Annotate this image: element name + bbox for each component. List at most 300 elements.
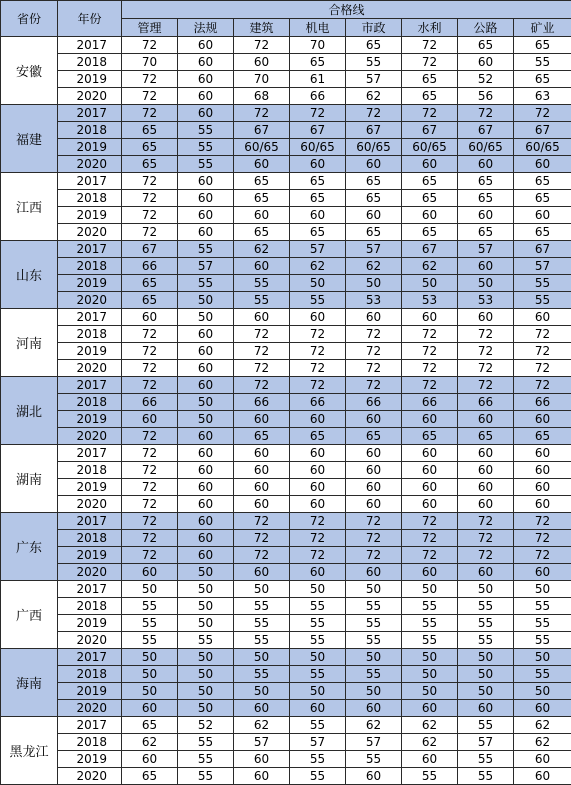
score-cell: 72 xyxy=(514,377,571,394)
score-cell: 60 xyxy=(178,190,234,207)
score-cell: 55 xyxy=(346,615,402,632)
score-cell: 55 xyxy=(514,632,571,649)
score-cell: 55 xyxy=(514,275,571,292)
score-cell: 72 xyxy=(122,360,178,377)
score-cell: 72 xyxy=(458,343,514,360)
score-cell: 55 xyxy=(234,632,290,649)
year-cell: 2020 xyxy=(58,88,122,105)
score-cell: 60/65 xyxy=(402,139,458,156)
score-cell: 65 xyxy=(402,428,458,445)
score-cell: 60 xyxy=(514,496,571,513)
score-cell: 72 xyxy=(122,190,178,207)
score-cell: 60 xyxy=(178,88,234,105)
score-cell: 55 xyxy=(346,632,402,649)
score-cell: 60 xyxy=(514,768,571,785)
subject-header: 管理 xyxy=(122,19,178,37)
score-cell: 55 xyxy=(402,632,458,649)
table-row xyxy=(1,54,571,71)
table-row xyxy=(1,71,571,88)
score-cell: 55 xyxy=(514,598,571,615)
score-cell: 60 xyxy=(346,768,402,785)
score-cell: 57 xyxy=(346,734,402,751)
table-row xyxy=(1,360,571,377)
score-cell: 55 xyxy=(122,632,178,649)
table-row xyxy=(1,649,571,666)
score-cell: 60 xyxy=(346,564,402,581)
score-cell: 55 xyxy=(514,615,571,632)
score-cell: 55 xyxy=(290,666,346,683)
score-cell: 66 xyxy=(402,394,458,411)
score-cell: 57 xyxy=(290,241,346,258)
score-cell: 60 xyxy=(458,700,514,717)
year-cell: 2020 xyxy=(58,360,122,377)
score-cell: 50 xyxy=(514,649,571,666)
score-cell: 50 xyxy=(122,666,178,683)
score-cell: 55 xyxy=(290,768,346,785)
score-cell: 60 xyxy=(458,156,514,173)
score-cell: 55 xyxy=(234,598,290,615)
pass-line-group-header: 合格线 xyxy=(122,1,571,19)
score-cell: 60 xyxy=(514,411,571,428)
table-row xyxy=(1,581,571,598)
score-cell: 62 xyxy=(514,717,571,734)
score-cell: 60 xyxy=(402,156,458,173)
year-cell: 2020 xyxy=(58,768,122,785)
score-cell: 60 xyxy=(178,37,234,54)
score-cell: 65 xyxy=(290,54,346,71)
year-cell: 2019 xyxy=(58,275,122,292)
score-cell: 67 xyxy=(402,241,458,258)
score-cell: 65 xyxy=(290,428,346,445)
score-cell: 72 xyxy=(122,445,178,462)
table-row xyxy=(1,343,571,360)
table-row xyxy=(1,530,571,547)
score-cell: 60 xyxy=(458,309,514,326)
score-cell: 55 xyxy=(178,122,234,139)
table-header xyxy=(1,1,571,37)
score-cell: 55 xyxy=(514,666,571,683)
score-cell: 60 xyxy=(458,496,514,513)
table-row xyxy=(1,717,571,734)
score-cell: 60 xyxy=(290,496,346,513)
score-cell: 55 xyxy=(458,751,514,768)
score-cell: 72 xyxy=(402,377,458,394)
score-cell: 57 xyxy=(290,734,346,751)
score-cell: 60 xyxy=(178,428,234,445)
score-cell: 72 xyxy=(514,326,571,343)
score-cell: 65 xyxy=(514,173,571,190)
score-cell: 55 xyxy=(178,156,234,173)
score-cell: 68 xyxy=(234,88,290,105)
year-cell: 2020 xyxy=(58,564,122,581)
score-cell: 72 xyxy=(122,207,178,224)
score-cell: 60 xyxy=(234,207,290,224)
score-cell: 60 xyxy=(514,751,571,768)
table-row xyxy=(1,411,571,428)
score-cell: 60 xyxy=(234,564,290,581)
year-cell: 2017 xyxy=(58,173,122,190)
score-cell: 72 xyxy=(234,343,290,360)
score-cell: 72 xyxy=(290,513,346,530)
score-cell: 72 xyxy=(346,377,402,394)
score-cell: 72 xyxy=(458,360,514,377)
score-cell: 62 xyxy=(346,717,402,734)
score-cell: 57 xyxy=(346,71,402,88)
score-cell: 72 xyxy=(122,496,178,513)
score-cell: 53 xyxy=(402,292,458,309)
score-cell: 60 xyxy=(122,309,178,326)
score-cell: 72 xyxy=(514,513,571,530)
score-cell: 50 xyxy=(178,292,234,309)
score-cell: 65 xyxy=(402,71,458,88)
province-cell: 河南 xyxy=(1,309,58,377)
score-cell: 60 xyxy=(402,700,458,717)
score-cell: 55 xyxy=(514,54,571,71)
score-cell: 67 xyxy=(346,122,402,139)
score-cell: 72 xyxy=(346,530,402,547)
score-cell: 60 xyxy=(346,207,402,224)
score-cell: 50 xyxy=(178,649,234,666)
score-cell: 50 xyxy=(290,683,346,700)
score-cell: 72 xyxy=(402,547,458,564)
province-cell: 安徽 xyxy=(1,37,58,105)
score-cell: 60 xyxy=(402,462,458,479)
table-row xyxy=(1,105,571,122)
score-cell: 60 xyxy=(234,700,290,717)
year-cell: 2019 xyxy=(58,683,122,700)
table-body xyxy=(1,37,571,785)
score-cell: 60 xyxy=(346,462,402,479)
score-cell: 55 xyxy=(402,615,458,632)
table-row xyxy=(1,377,571,394)
score-cell: 55 xyxy=(290,292,346,309)
province-cell: 海南 xyxy=(1,649,58,717)
score-cell: 63 xyxy=(514,88,571,105)
score-cell: 55 xyxy=(178,241,234,258)
score-cell: 60 xyxy=(346,700,402,717)
score-cell: 50 xyxy=(346,581,402,598)
score-cell: 55 xyxy=(178,768,234,785)
table-row xyxy=(1,190,571,207)
score-cell: 72 xyxy=(122,326,178,343)
score-cell: 50 xyxy=(514,683,571,700)
year-cell: 2017 xyxy=(58,241,122,258)
score-cell: 55 xyxy=(122,615,178,632)
score-cell: 55 xyxy=(122,598,178,615)
score-cell: 55 xyxy=(290,717,346,734)
table-row xyxy=(1,496,571,513)
score-cell: 60 xyxy=(346,411,402,428)
score-cell: 61 xyxy=(290,71,346,88)
year-cell: 2019 xyxy=(58,207,122,224)
province-cell: 湖南 xyxy=(1,445,58,513)
score-cell: 55 xyxy=(346,598,402,615)
score-cell: 65 xyxy=(514,37,571,54)
score-cell: 65 xyxy=(290,190,346,207)
score-cell: 65 xyxy=(402,88,458,105)
score-cell: 72 xyxy=(402,105,458,122)
score-cell: 65 xyxy=(234,224,290,241)
score-cell: 50 xyxy=(458,649,514,666)
score-cell: 72 xyxy=(122,513,178,530)
province-cell: 福建 xyxy=(1,105,58,173)
score-cell: 72 xyxy=(346,513,402,530)
score-cell: 60 xyxy=(402,496,458,513)
score-cell: 72 xyxy=(122,173,178,190)
score-cell: 60 xyxy=(234,309,290,326)
year-cell: 2018 xyxy=(58,190,122,207)
score-cell: 60 xyxy=(178,377,234,394)
score-cell: 60 xyxy=(234,54,290,71)
score-cell: 62 xyxy=(402,258,458,275)
score-cell: 60 xyxy=(178,326,234,343)
score-cell: 70 xyxy=(234,71,290,88)
score-cell: 55 xyxy=(234,615,290,632)
score-cell: 60 xyxy=(458,411,514,428)
score-cell: 55 xyxy=(178,275,234,292)
score-cell: 55 xyxy=(290,598,346,615)
score-cell: 57 xyxy=(178,258,234,275)
score-cell: 56 xyxy=(458,88,514,105)
year-cell: 2020 xyxy=(58,632,122,649)
year-cell: 2018 xyxy=(58,666,122,683)
score-cell: 72 xyxy=(458,513,514,530)
score-cell: 50 xyxy=(178,564,234,581)
year-cell: 2019 xyxy=(58,71,122,88)
year-cell: 2018 xyxy=(58,54,122,71)
score-cell: 66 xyxy=(290,88,346,105)
score-cell: 72 xyxy=(458,547,514,564)
score-cell: 65 xyxy=(402,173,458,190)
score-cell: 65 xyxy=(458,224,514,241)
score-cell: 72 xyxy=(122,105,178,122)
score-cell: 60/65 xyxy=(346,139,402,156)
score-cell: 50 xyxy=(122,581,178,598)
year-cell: 2017 xyxy=(58,445,122,462)
score-cell: 60 xyxy=(458,54,514,71)
year-cell: 2019 xyxy=(58,139,122,156)
year-cell: 2018 xyxy=(58,734,122,751)
table-row xyxy=(1,275,571,292)
score-cell: 65 xyxy=(346,224,402,241)
table-row xyxy=(1,513,571,530)
score-cell: 60 xyxy=(234,258,290,275)
score-cell: 66 xyxy=(458,394,514,411)
score-cell: 60 xyxy=(402,207,458,224)
score-cell: 60 xyxy=(178,479,234,496)
score-cell: 60 xyxy=(458,207,514,224)
score-cell: 50 xyxy=(346,649,402,666)
score-cell: 72 xyxy=(234,377,290,394)
table-row xyxy=(1,768,571,785)
score-cell: 50 xyxy=(402,275,458,292)
province-cell: 广西 xyxy=(1,581,58,649)
score-cell: 70 xyxy=(122,54,178,71)
score-cell: 55 xyxy=(178,734,234,751)
score-cell: 72 xyxy=(346,326,402,343)
score-cell: 55 xyxy=(290,632,346,649)
score-cell: 72 xyxy=(458,530,514,547)
score-cell: 60 xyxy=(178,445,234,462)
score-cell: 72 xyxy=(234,360,290,377)
score-cell: 67 xyxy=(458,122,514,139)
score-cell: 55 xyxy=(402,598,458,615)
score-cell: 65 xyxy=(514,428,571,445)
score-cell: 72 xyxy=(122,224,178,241)
year-cell: 2017 xyxy=(58,377,122,394)
subject-header: 机电 xyxy=(290,19,346,37)
score-cell: 55 xyxy=(458,717,514,734)
score-cell: 60/65 xyxy=(458,139,514,156)
score-cell: 60 xyxy=(234,496,290,513)
score-cell: 50 xyxy=(122,649,178,666)
score-cell: 50 xyxy=(178,309,234,326)
score-cell: 72 xyxy=(458,105,514,122)
score-cell: 62 xyxy=(234,717,290,734)
score-cell: 66 xyxy=(122,258,178,275)
score-cell: 72 xyxy=(402,513,458,530)
score-cell: 60 xyxy=(234,445,290,462)
score-cell: 50 xyxy=(346,275,402,292)
score-cell: 72 xyxy=(290,530,346,547)
score-cell: 65 xyxy=(234,428,290,445)
score-cell: 57 xyxy=(458,734,514,751)
score-cell: 60 xyxy=(122,564,178,581)
score-cell: 72 xyxy=(514,343,571,360)
year-cell: 2019 xyxy=(58,479,122,496)
score-cell: 65 xyxy=(346,190,402,207)
score-cell: 50 xyxy=(402,683,458,700)
score-cell: 60 xyxy=(178,71,234,88)
table-row xyxy=(1,292,571,309)
year-cell: 2018 xyxy=(58,258,122,275)
score-cell: 66 xyxy=(514,394,571,411)
score-cell: 55 xyxy=(514,292,571,309)
score-cell: 72 xyxy=(402,54,458,71)
score-cell: 60 xyxy=(290,309,346,326)
score-cell: 60 xyxy=(290,207,346,224)
score-cell: 60 xyxy=(178,54,234,71)
score-cell: 72 xyxy=(290,547,346,564)
score-cell: 72 xyxy=(346,360,402,377)
table-row xyxy=(1,394,571,411)
score-cell: 50 xyxy=(178,700,234,717)
score-cell: 50 xyxy=(178,394,234,411)
score-cell: 55 xyxy=(346,751,402,768)
score-cell: 60 xyxy=(346,309,402,326)
score-cell: 50 xyxy=(402,649,458,666)
year-cell: 2018 xyxy=(58,598,122,615)
score-cell: 60 xyxy=(178,343,234,360)
score-cell: 50 xyxy=(234,683,290,700)
score-cell: 50 xyxy=(178,411,234,428)
score-cell: 67 xyxy=(234,122,290,139)
score-cell: 60 xyxy=(290,411,346,428)
table-row xyxy=(1,139,571,156)
score-cell: 60/65 xyxy=(290,139,346,156)
year-cell: 2020 xyxy=(58,292,122,309)
score-cell: 62 xyxy=(402,734,458,751)
score-cell: 60 xyxy=(290,445,346,462)
score-cell: 60 xyxy=(234,462,290,479)
score-cell: 65 xyxy=(290,224,346,241)
year-cell: 2020 xyxy=(58,428,122,445)
score-cell: 65 xyxy=(122,275,178,292)
score-cell: 65 xyxy=(122,156,178,173)
score-cell: 72 xyxy=(122,462,178,479)
subject-header: 市政 xyxy=(346,19,402,37)
score-cell: 50 xyxy=(458,581,514,598)
score-cell: 60 xyxy=(514,156,571,173)
score-cell: 72 xyxy=(458,377,514,394)
year-cell: 2018 xyxy=(58,394,122,411)
score-cell: 55 xyxy=(178,139,234,156)
score-cell: 60 xyxy=(290,462,346,479)
score-cell: 60 xyxy=(514,479,571,496)
score-cell: 55 xyxy=(458,632,514,649)
table-row xyxy=(1,632,571,649)
score-cell: 60 xyxy=(346,156,402,173)
year-cell: 2019 xyxy=(58,751,122,768)
score-cell: 60 xyxy=(178,360,234,377)
score-cell: 55 xyxy=(458,768,514,785)
table-row xyxy=(1,173,571,190)
score-cell: 65 xyxy=(458,173,514,190)
score-cell: 55 xyxy=(346,54,402,71)
score-cell: 60 xyxy=(290,564,346,581)
score-cell: 60 xyxy=(346,496,402,513)
score-cell: 65 xyxy=(234,173,290,190)
score-cell: 72 xyxy=(346,343,402,360)
score-cell: 60 xyxy=(514,700,571,717)
score-cell: 72 xyxy=(122,37,178,54)
score-cell: 72 xyxy=(290,105,346,122)
score-cell: 60 xyxy=(178,547,234,564)
score-cell: 60 xyxy=(346,445,402,462)
table-row xyxy=(1,564,571,581)
table-row xyxy=(1,207,571,224)
score-cell: 65 xyxy=(514,224,571,241)
year-cell: 2018 xyxy=(58,326,122,343)
score-cell: 60 xyxy=(402,309,458,326)
year-cell: 2019 xyxy=(58,615,122,632)
year-cell: 2019 xyxy=(58,343,122,360)
score-cell: 60 xyxy=(178,173,234,190)
score-cell: 72 xyxy=(346,105,402,122)
score-cell: 55 xyxy=(290,615,346,632)
score-cell: 72 xyxy=(122,547,178,564)
score-cell: 57 xyxy=(234,734,290,751)
score-cell: 72 xyxy=(234,513,290,530)
score-cell: 50 xyxy=(178,598,234,615)
score-cell: 50 xyxy=(458,666,514,683)
province-cell: 广东 xyxy=(1,513,58,581)
score-cell: 72 xyxy=(122,377,178,394)
province-cell: 山东 xyxy=(1,241,58,309)
score-cell: 60 xyxy=(178,105,234,122)
score-cell: 60/65 xyxy=(234,139,290,156)
score-cell: 60 xyxy=(458,258,514,275)
score-cell: 62 xyxy=(346,88,402,105)
subject-header: 水利 xyxy=(402,19,458,37)
score-cell: 55 xyxy=(458,615,514,632)
table-row xyxy=(1,122,571,139)
score-cell: 65 xyxy=(234,190,290,207)
score-cell: 60 xyxy=(514,564,571,581)
score-cell: 50 xyxy=(458,275,514,292)
score-cell: 65 xyxy=(514,71,571,88)
year-cell: 2019 xyxy=(58,547,122,564)
